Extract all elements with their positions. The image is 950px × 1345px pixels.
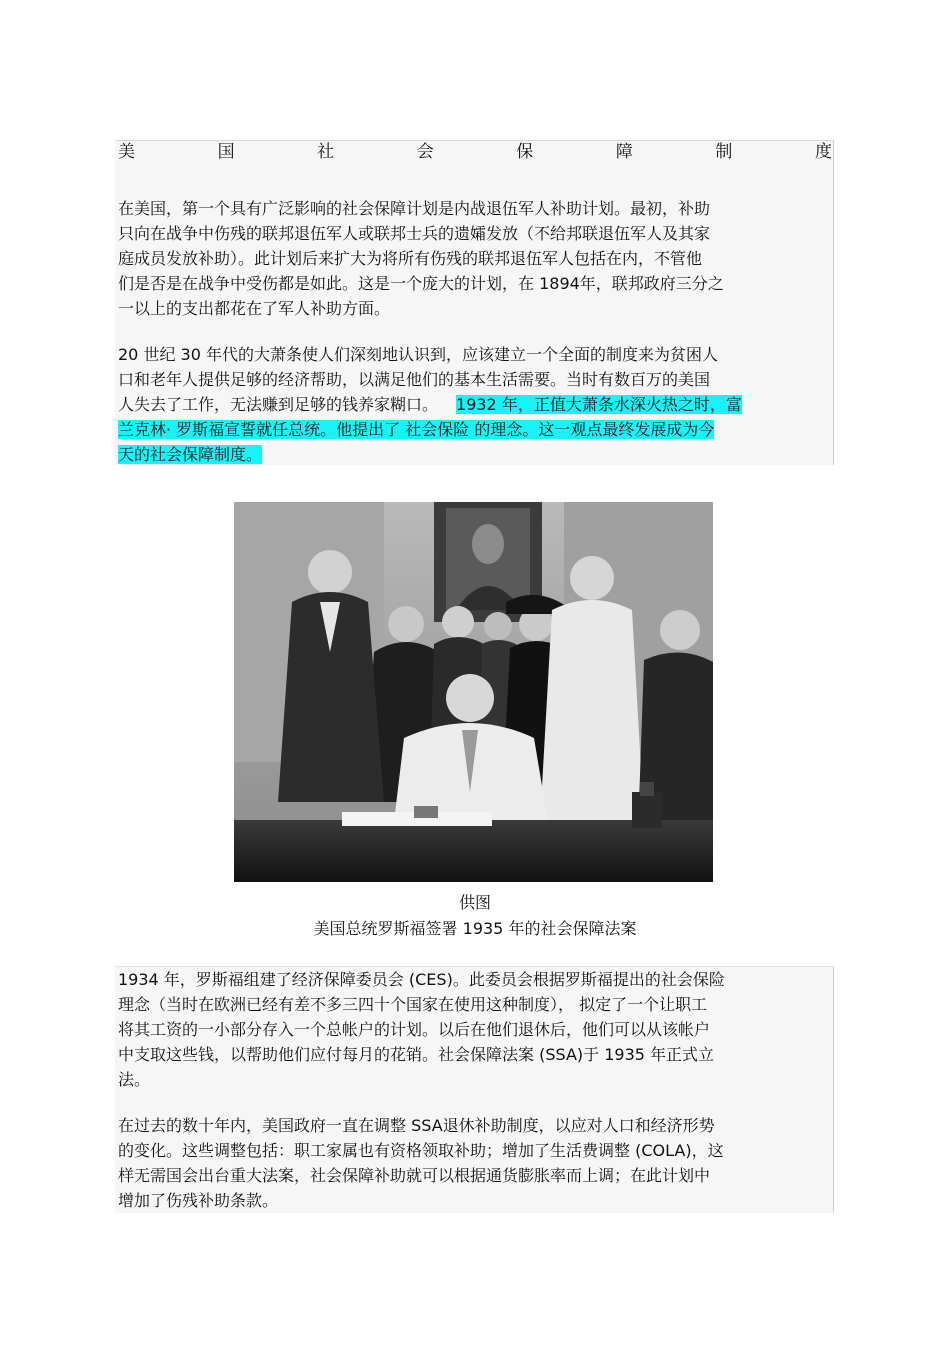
title-char: 会 xyxy=(416,142,434,162)
paragraph-ces-1934 xyxy=(118,967,830,1092)
title-char: 保 xyxy=(516,142,534,162)
highlighted-text: 1932 年，正值大萧条水深火热之时，富 xyxy=(456,395,742,414)
paragraph-line: 的变化。这些调整包括：职工家属也有资格领取补助；增加了生活费调整 (COLA)，这 xyxy=(118,1141,724,1160)
paragraph-line: 口和老年人提供足够的经济帮助，以满足他们的基本生活需要。当时有数百万的美国 xyxy=(118,370,711,389)
title-char: 度 xyxy=(814,142,832,162)
paragraph-line: 在过去的数十年内，美国政府一直在调整 SSA退休补助制度，以应对人口和经济形势 xyxy=(118,1116,715,1135)
paragraph-great-depression xyxy=(118,342,830,467)
title-char: 美 xyxy=(118,142,135,162)
paragraph-line: 只向在战争中伤残的联邦退伍军人或联邦士兵的遗孀发放（不给邦联退伍军人及其家 xyxy=(118,224,711,243)
photo-credit: 供图 xyxy=(458,893,491,912)
paragraph-line: 人失去了工作，无法赚到足够的钱养家糊口。 xyxy=(118,395,439,414)
title-char: 障 xyxy=(615,142,633,162)
paragraph-line: 中支取这些钱，以帮助他们应付每月的花销。社会保障法案 (SSA)于 1935 年正式立 xyxy=(118,1045,715,1064)
paragraph-line: 法。 xyxy=(118,1070,151,1089)
paragraph-line: 样无需国会出台重大法案，社会保障补助就可以根据通货膨胀率而上调；在此计划中 xyxy=(118,1166,711,1185)
highlighted-text: 天的社会保障制度。 xyxy=(118,445,263,464)
highlighted-text: 兰克林· 罗斯福宣誓就任总统。他提出了 社会保险 的理念。这一观点最终发展成为今 xyxy=(118,420,715,439)
paragraph-line: 增加了伤残补助条款。 xyxy=(118,1191,279,1210)
photo-roosevelt-signing xyxy=(234,502,713,882)
paragraph-line: 在美国，第一个具有广泛影响的社会保障计划是内战退伍军人补助计划。最初，补助 xyxy=(118,199,711,218)
page-title xyxy=(118,140,832,164)
paragraph-line: 将其工资的一小部分存入一个总帐户的计划。以后在他们退休后，他们可以从该帐户 xyxy=(118,1020,711,1039)
title-char: 国 xyxy=(217,142,235,162)
paragraph-line: 理念（当时在欧洲已经有差不多三四十个国家在使用这种制度）， 拟定了一个让职工 xyxy=(118,995,708,1014)
paragraph-line: 们是否是在战争中受伤都是如此。这是一个庞大的计划，在 1894年，联邦政府三分之 xyxy=(118,274,724,293)
photo-caption: 美国总统罗斯福签署 1935 年的社会保障法案 xyxy=(313,919,637,938)
paragraph-ssa-adjustments xyxy=(118,1113,830,1213)
paragraph-line: 1934 年，罗斯福组建了经济保障委员会 (CES)。此委员会根据罗斯福提出的社会保险 xyxy=(118,970,725,989)
paragraph-civil-war-pensions xyxy=(118,196,830,321)
paragraph-line: 20 世纪 30 年代的大萧条使人们深刻地认识到，应该建立一个全面的制度来为贫困人 xyxy=(118,345,718,364)
paragraph-line: 庭成员发放补助）。此计划后来扩大为将所有伤残的联邦退伍军人包括在内，不管他 xyxy=(118,249,703,268)
title-char: 社 xyxy=(317,142,335,162)
paragraph-line: 一以上的支出都花在了军人补助方面。 xyxy=(118,299,391,318)
title-char: 制 xyxy=(715,142,733,162)
